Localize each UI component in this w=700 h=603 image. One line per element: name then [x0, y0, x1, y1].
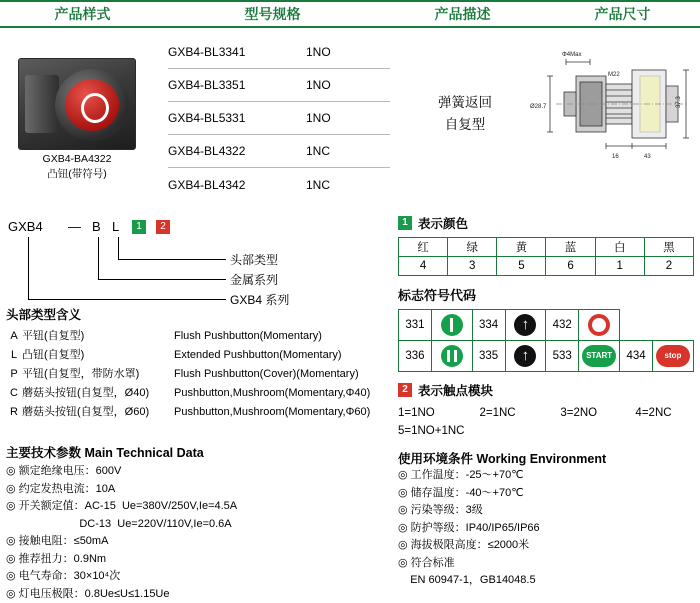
symbol-code: 334: [472, 310, 505, 341]
tech-line: ◎ 约定发热电流：10A: [6, 481, 398, 499]
symbol-code: 336: [399, 341, 432, 372]
symbol-arrow-up-icon: ↑: [505, 310, 546, 341]
leader-line: [118, 259, 226, 260]
head-type-en: Flush Pushbutton(Cover)(Momentary): [174, 365, 398, 384]
tech-line: ◎ 电气寿命：30×10⁴次: [6, 568, 398, 586]
env-line: ◎ 储存温度：-40～+70℃: [398, 485, 696, 503]
color-name: 黄: [497, 238, 546, 257]
head-type-cn: 蘑菇头按钮(自复型，Ø40): [22, 384, 174, 403]
stop-pill-label: stop: [656, 345, 690, 367]
env-line: ◎ 防护等级：IP40/IP65/IP66: [398, 520, 696, 538]
colors-section-header: [398, 214, 696, 232]
color-code: 1: [595, 257, 644, 276]
header-col-model: 型号规格: [165, 4, 380, 24]
symbol-code: 533: [546, 341, 579, 372]
model-code: GXB4-BL3351: [168, 78, 306, 92]
environment-title: 使用环境条件 Working Environment: [398, 449, 696, 467]
code-prefix: GXB4: [8, 219, 43, 234]
leader-line: [98, 237, 99, 279]
model-table: [168, 36, 390, 201]
product-caption-model: GXB4-BA4322: [6, 152, 148, 167]
badge-color-group: 1: [398, 216, 412, 230]
badge-contact-group: 2: [398, 383, 412, 397]
env-line: ◎ 符合标准: [398, 555, 696, 573]
color-code: 5: [497, 257, 546, 276]
code-letter-b: B: [92, 219, 101, 234]
technical-data-section: [6, 443, 398, 603]
tech-line: ◎ 开关额定值：AC-15 Ue=380V/250V,Ie=4.5A: [6, 498, 398, 516]
symbol-arrow-up-icon: ↑: [505, 341, 546, 372]
color-name: 黑: [644, 238, 693, 257]
head-type-en: Pushbutton,Mushroom(Momentary,Φ60): [174, 403, 398, 422]
modules-section-header: [398, 381, 696, 399]
list-item: [6, 365, 398, 384]
env-line: ◎ 工作温度：-25～+70℃: [398, 467, 696, 485]
list-item: [6, 327, 398, 346]
symbol-code: 432: [546, 310, 579, 341]
color-name: 白: [595, 238, 644, 257]
symbol-start-pill-icon: [579, 341, 620, 372]
head-type-en: Pushbutton,Mushroom(Momentary,Φ40): [174, 384, 398, 403]
tech-line: ◎ 灯电压极限：0.8Ue≤U≤1.15Ue: [6, 586, 398, 603]
head-type-key: P: [6, 365, 22, 384]
code-badge-color: 1: [132, 220, 146, 234]
start-pill-label: START: [582, 345, 616, 367]
head-type-en: Flush Pushbutton(Momentary): [174, 327, 398, 346]
model-code: GXB4-BL4342: [168, 178, 306, 192]
list-item: [6, 346, 398, 365]
contact-type: 1NC: [306, 178, 390, 192]
table-row: [168, 168, 390, 201]
header-col-description: 产品描述: [380, 4, 545, 24]
table-row: [399, 341, 694, 372]
symbol-stop-pill-icon: [652, 341, 693, 372]
symbol-red-ring-icon: [579, 310, 620, 341]
leader-line: [98, 279, 226, 280]
color-code: 6: [546, 257, 595, 276]
env-line: ◎ 海拔极限高度：≤2000米: [398, 537, 696, 555]
symbols-section-title: 标志符号代码: [398, 285, 696, 304]
description-line-2: 自复型: [400, 114, 530, 136]
dim-label-2: Ø28.7: [530, 104, 547, 110]
product-caption: [6, 152, 148, 182]
head-type-section: [6, 305, 398, 422]
right-column: [398, 214, 696, 590]
symbol-code: 331: [399, 310, 432, 341]
color-name: 蓝: [546, 238, 595, 257]
tech-line: ◎ 推荐扭力：0.9Nm: [6, 551, 398, 569]
env-line: EN 60947-1，GB14048.5: [398, 572, 696, 590]
table-row: [399, 257, 694, 276]
dim-label-5: 16: [612, 154, 619, 160]
photo-barrel: [25, 75, 59, 133]
contact-type: 1NO: [306, 78, 390, 92]
dim-label-1: Φ4Max: [562, 52, 581, 58]
list-item: [6, 403, 398, 422]
table-row: [168, 135, 390, 168]
table-row: [399, 238, 694, 257]
contact-type: 1NO: [306, 111, 390, 125]
head-type-cn: 蘑菇头按钮(自复型，Ø60): [22, 403, 174, 422]
dim-label-6: 43: [644, 154, 651, 160]
code-note-series: GXB4 系列: [230, 291, 289, 308]
symbol-code: 434: [620, 341, 653, 372]
leader-line: [28, 237, 29, 299]
env-line: ◎ 污染等级：3级: [398, 502, 696, 520]
description-text: [400, 92, 530, 136]
code-badge-contact: 2: [156, 220, 170, 234]
tech-line: ◎ 接触电阻：≤50mA: [6, 533, 398, 551]
model-code: GXB4-BL4322: [168, 144, 306, 158]
product-caption-desc: 凸钮(带符号): [6, 167, 148, 182]
head-type-key: R: [6, 403, 22, 422]
symbols-table: [398, 309, 694, 372]
code-note-head: 头部类型: [230, 251, 278, 268]
table-row: [168, 69, 390, 102]
module-line: 5=1NO+1NC: [398, 422, 696, 440]
head-type-key: C: [6, 384, 22, 403]
dimension-drawing: [520, 46, 692, 162]
head-type-cn: 凸钮(自复型): [22, 346, 174, 365]
product-photo: [18, 58, 136, 150]
code-dash: —: [68, 219, 81, 234]
tech-line: ◎ 额定绝缘电压：600V: [6, 463, 398, 481]
technical-data-title: 主要技术参数 Main Technical Data: [6, 443, 398, 461]
head-type-cn: 平钮(自复型，带防水罩): [22, 365, 174, 384]
tech-line: DC-13 Ue=220V/110V,Ie=0.6A: [6, 516, 398, 534]
description-line-1: 弹簧返回: [400, 92, 530, 114]
ordering-code-decoder: [8, 215, 384, 311]
table-row: [168, 102, 390, 135]
modules-section-title: 表示触点模块: [418, 381, 493, 399]
dim-label-4: 37.3: [676, 96, 682, 108]
header-col-dimension: 产品尺寸: [545, 4, 700, 24]
symbol-green-double-bar-icon: [431, 341, 472, 372]
photo-red-button: [65, 79, 119, 131]
model-code: GXB4-BL3341: [168, 45, 306, 59]
header-col-style: 产品样式: [0, 4, 165, 24]
modules-section: [398, 381, 696, 440]
symbol-code: 335: [472, 341, 505, 372]
code-letter-l: L: [112, 219, 119, 234]
contact-type: 1NC: [306, 144, 390, 158]
head-type-en: Extended Pushbutton(Momentary): [174, 346, 398, 365]
model-code: GXB4-BL5331: [168, 111, 306, 125]
table-row: [168, 36, 390, 69]
color-name: 红: [399, 238, 448, 257]
symbol-green-circle-bar-icon: [431, 310, 472, 341]
table-row: [399, 310, 694, 341]
code-note-metal: 金属系列: [230, 271, 278, 288]
head-type-key: L: [6, 346, 22, 365]
colors-section-title: 表示颜色: [418, 214, 468, 232]
table-header: [0, 0, 700, 28]
head-type-key: A: [6, 327, 22, 346]
color-code: 4: [399, 257, 448, 276]
color-name: 绿: [448, 238, 497, 257]
color-code: 2: [644, 257, 693, 276]
list-item: [6, 384, 398, 403]
color-code: 3: [448, 257, 497, 276]
leader-line: [118, 237, 119, 259]
head-type-cn: 平钮(自复型): [22, 327, 174, 346]
colors-table: [398, 237, 694, 276]
dim-label-3: M22: [608, 72, 620, 78]
head-type-title: 头部类型含义: [6, 305, 398, 323]
leader-line: [28, 299, 226, 300]
module-line: 1=1NO 2=1NC 3=2NO 4=2NC: [398, 404, 696, 422]
contact-type: 1NO: [306, 45, 390, 59]
